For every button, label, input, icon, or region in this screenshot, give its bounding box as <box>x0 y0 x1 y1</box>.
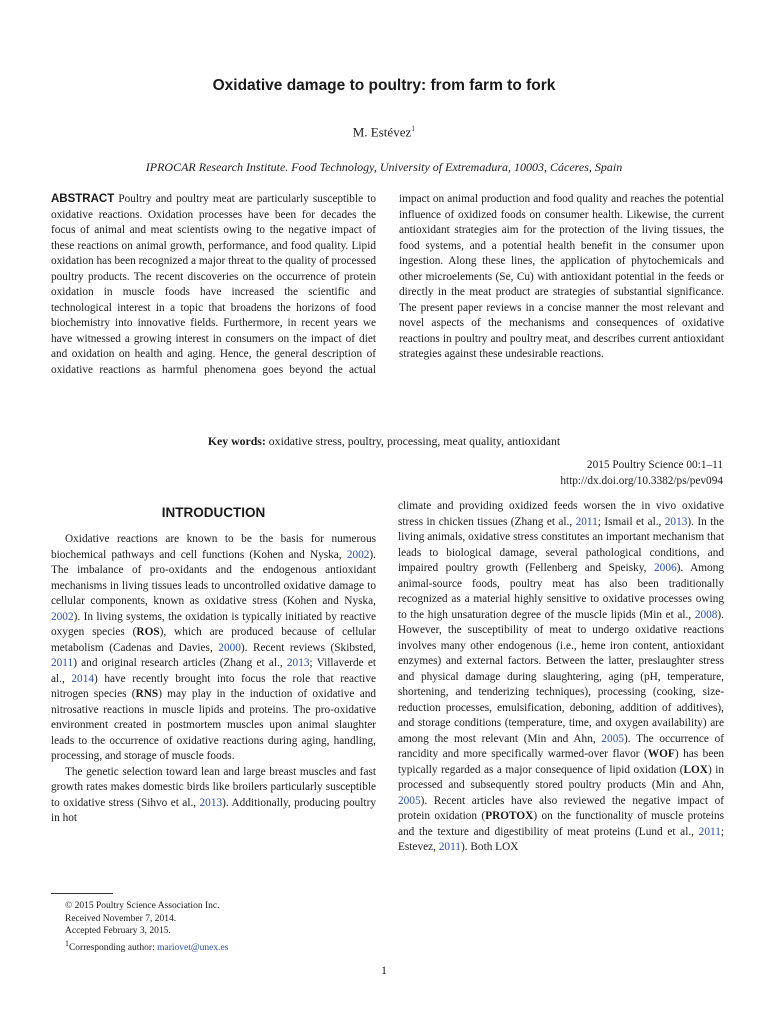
footnote-divider <box>51 893 113 894</box>
citation-ref-link[interactable]: 2002 <box>51 610 74 623</box>
citation-ref-link[interactable]: 2014 <box>71 672 94 685</box>
paragraph-2: The genetic selection toward lean and large breast muscles and fast growth rates makes domestic birds like broilers particularly susceptible to oxidative stress (Sihvo et al., 2013). Additionally, producing poultry in hot <box>51 765 376 824</box>
footnote-copyright: © 2015 Poultry Science Association Inc. <box>65 901 220 911</box>
author-footnote-marker[interactable]: 1 <box>411 124 416 133</box>
footnote-corresponding <box>65 938 228 955</box>
citation-ref-link[interactable]: 2002 <box>346 548 370 561</box>
keywords-text: oxidative stress, poultry, processing, meat quality, antioxidant <box>268 434 561 448</box>
abstract-text: Poultry and poultry meat are particularly susceptible to oxidative reactions. Oxidation processes have been for decades the focus of animal and meat scientists owing to the negative impact of these reactions on animal growth, performance, and food quality. Lipid oxidation has been recognized a major threat to the quality of processed poultry products. The recent discoveries on the occurrence of protein oxidation in muscle foods have increased the scientific and technological interest in a topic that broadens the horizons of food biochemistry into innovative fields. Furthermore, in recent years we have witnessed a growing interest in consumers on the impact of diet and oxidation on health and aging. Hence, the general description of oxidative reactions as harmful phenomena goes beyond the actual impact on animal production and food quality and reaches the potential influence of oxidized foods on consumer health. Likewise, the current antioxidant strategies aim for the protection of the living tissues, the food systems, and a potential health benefit in the consumer upon ingestion. Along these lines, the application of phytochemicals and other microelements (Se, Cu) with antioxidant potential in the feeds or directly in the meat product are strategies of substantial significance. The present paper reviews in a concise manner the most relevant and novel aspects of the mechanisms and consequences of oxidative reactions in poultry and poultry meat, and describes current antioxidant strategies against these undesirable reactions. <box>51 193 724 376</box>
body-column-left <box>51 505 376 827</box>
citation-ref-link[interactable]: 2011 <box>438 841 461 853</box>
citation-ref-link[interactable]: 2011 <box>51 657 74 669</box>
abstract-section <box>51 192 724 427</box>
paper-title: Oxidative damage to poultry: from farm to fork <box>212 77 556 94</box>
corresponding-email-link[interactable]: mariovet@unex.es <box>157 942 229 953</box>
citation-ref-link[interactable]: 2005 <box>398 794 421 807</box>
author-name: M. Estévez <box>352 124 412 140</box>
abstract-label: ABSTRACT <box>51 193 115 205</box>
keywords-line <box>0 434 768 449</box>
citation-ref-link[interactable]: 2013 <box>664 515 688 528</box>
section-heading-introduction: INTRODUCTION <box>161 505 266 520</box>
page-number: 1 <box>381 965 387 977</box>
corresponding-marker: 1 <box>65 938 69 948</box>
acronym: LOX <box>683 763 708 776</box>
doi-link[interactable]: http://dx.doi.org/10.3382/ps/pev094 <box>560 475 723 487</box>
affiliation: IPROCAR Research Institute. Food Technology, University of Extremadura, 10003, Cáceres, Spain <box>145 160 623 174</box>
corresponding-label: Corresponding author: <box>68 942 158 953</box>
acronym: WOF <box>647 748 675 760</box>
citation-ref-link[interactable]: 2013 <box>199 796 223 809</box>
footnote-received: Received November 7, 2014. <box>65 913 177 924</box>
citation-ref-link[interactable]: 2005 <box>601 732 624 745</box>
body-column-right <box>398 499 724 856</box>
acronym: ROS <box>136 626 160 638</box>
citation-ref-link[interactable]: 2006 <box>654 562 677 574</box>
footnotes <box>65 900 228 954</box>
acronym: RNS <box>135 688 159 700</box>
citation-block <box>560 457 723 489</box>
acronym: PROTOX <box>485 810 534 822</box>
citation-ref-link[interactable]: 2008 <box>694 608 718 621</box>
abstract-body <box>51 192 724 427</box>
author-line <box>0 124 768 140</box>
journal-citation: 2015 Poultry Science 00:1–11 <box>586 459 723 471</box>
citation-ref-link[interactable]: 2000 <box>218 641 241 654</box>
citation-ref-link[interactable]: 2011 <box>698 825 721 838</box>
paragraph-2-continued: climate and providing oxidized feeds worsen the in vivo oxidative stress in chicken tissues (Zhang et al., 2011; Ismail et al., 2013). In the living animals, oxidative stress constitutes an important mechanism that leads to biological damage, several pathological conditions, and impaired poultry growth (Fellenberg and Speisky, 2006). Among animal-source foods, poultry meat has also been traditionally recognized as a material highly sensitive to oxidative processes owing to the high unsaturation degree of the muscle lipids (Min et al., 2008). However, the susceptibility of meat to undergo oxidative reactions involves many other endogenous (i.e., heme iron content, antioxidant enzymes) and external factors. Between the latter, preslaughter stress and physical damage during slaughtering, aging (pH, temperature, shortening, and tenderizing techniques), processing (cooking, size-reduction processes, emulsification, deboning, addition of additives), and storage conditions (temperature, time, and oxygen availability) are among the most relevant (Min and Ahn, 2005). The occurrence of rancidity and more specifically warmed-over flavor (WOF) has been typically regarded as a major consequence of lipid oxidation (LOX) in processed and subsequently stored poultry products (Min and Ahn, 2005). Recent articles have also reviewed the negative impact of protein oxidation (PROTOX) on the functionality of muscle proteins and the texture and digestibility of meat proteins (Lund et al., 2011; Estevez, 2011). Both LOX <box>398 500 725 853</box>
citation-ref-link[interactable]: 2011 <box>575 515 598 528</box>
citation-ref-link[interactable]: 2013 <box>286 657 310 669</box>
footnote-accepted: Accepted February 3, 2015. <box>65 926 171 936</box>
keywords-label: Key words: <box>207 434 266 448</box>
paragraph-1: Oxidative reactions are known to be the basis for numerous biochemical pathways and cell functions (Kohen and Nyska, 2002). The imbalance of pro-oxidants and the endogenous antioxidant mechanisms in living tissues leads to uncontrolled oxidative damage to cellular components, known as oxidative stress (Kohen and Nyska, 2002). In living systems, the oxidation is typically initiated by reactive oxygen species (ROS), which are produced because of cellular metabolism (Cadenas and Davies, 2000). Recent reviews (Skibsted, 2011) and original research articles (Zhang et al., 2013; Villaverde et al., 2014) have recently brought into focus the role that reactive nitrogen species (RNS) may play in the induction of oxidative and nitrosative reactions in muscle lipids and proteins. The pro-oxidative environment created in postmortem muscles upon animal slaughter leads to the occurrence of oxidative reactions during aging, handling, processing, and storage of muscle foods. <box>51 533 377 762</box>
